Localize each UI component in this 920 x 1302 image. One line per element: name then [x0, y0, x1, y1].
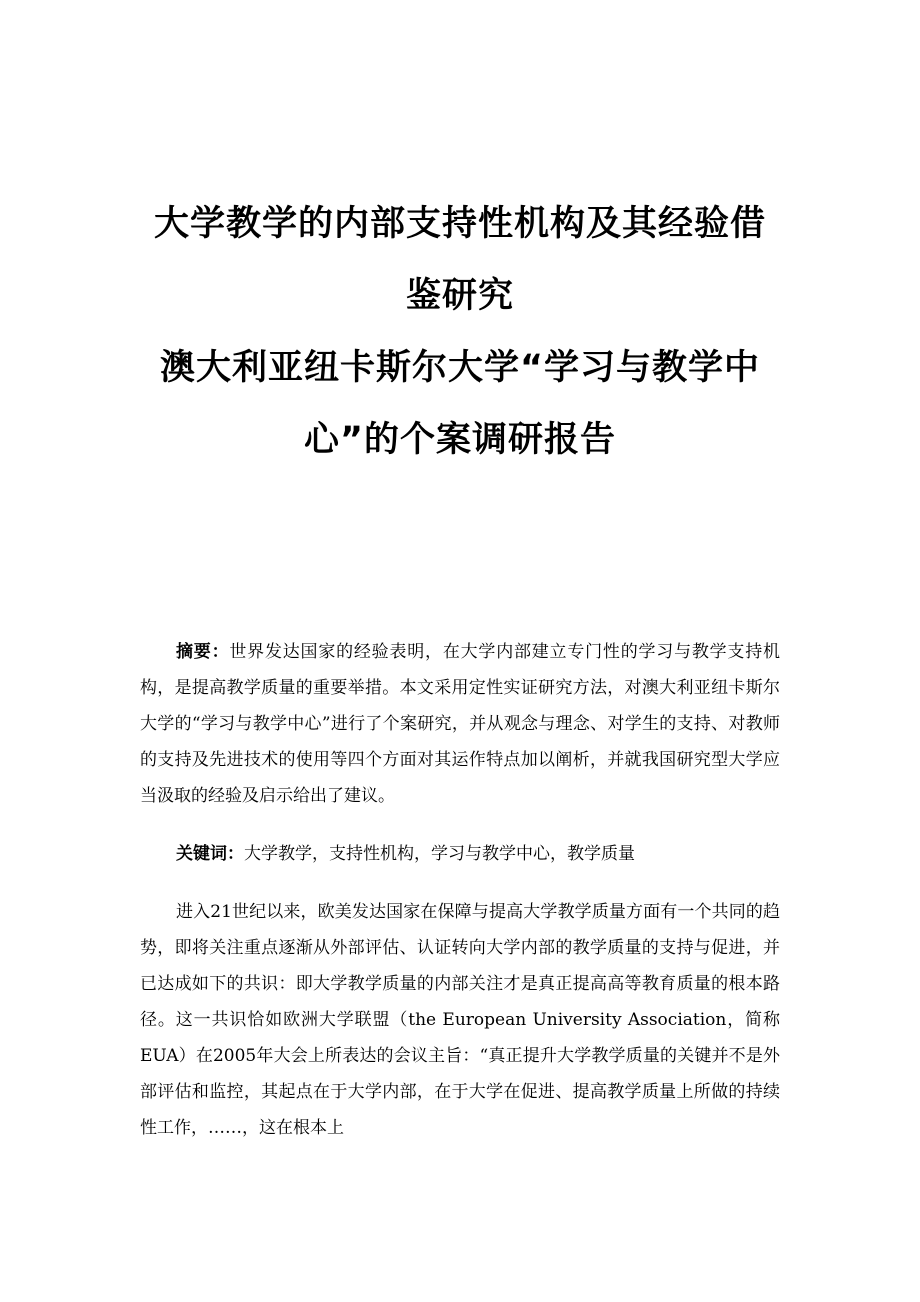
- title-line-4: 心”的个案调研报告: [303, 420, 616, 460]
- title-line-2: 鉴研究: [405, 276, 514, 316]
- abstract-label: 摘要：: [176, 642, 230, 662]
- keywords-label: 关键词：: [176, 844, 244, 864]
- document-body: [140, 634, 780, 1146]
- document-title: [130, 188, 790, 476]
- title-line-1: 大学教学的内部支持性机构及其经验借: [153, 204, 766, 244]
- keywords-paragraph: [140, 836, 780, 872]
- abstract-paragraph: [140, 634, 780, 814]
- abstract-text: 世界发达国家的经验表明，在大学内部建立专门性的学习与教学支持机构，是提高教学质量的重要举措。本文采用定性实证研究方法，对澳大利亚纽卡斯尔大学的“学习与教学中心”进行了个案研究，并从观念与理念、对学生的支持、对教师的支持及先进技术的使用等四个方面对其运作特点加以阐析，并就我国研究型大学应当汲取的经验及启示给出了建议。: [140, 642, 781, 806]
- body-paragraph: 进入21世纪以来，欧美发达国家在保障与提高大学教学质量方面有一个共同的趋势，即将关注重点逐渐从外部评估、认证转向大学内部的教学质量的支持与促进，并已达成如下的共识：即大学教学质量的内部关注才是真正提高高等教育质量的根本路径。这一共识恰如欧洲大学联盟（the European University Association，简称EUA）在2005年大会上所表达的会议主旨：“真正提升大学教学质量的关键并不是外部评估和监控，其起点在于大学内部，在于大学在促进、提高教学质量上所做的持续性工作，……，这在根本上: [140, 902, 780, 1138]
- keywords-text: 大学教学，支持性机构，学习与教学中心，教学质量: [244, 844, 635, 864]
- title-line-3: 澳大利亚纽卡斯尔大学“学习与教学中: [159, 348, 760, 388]
